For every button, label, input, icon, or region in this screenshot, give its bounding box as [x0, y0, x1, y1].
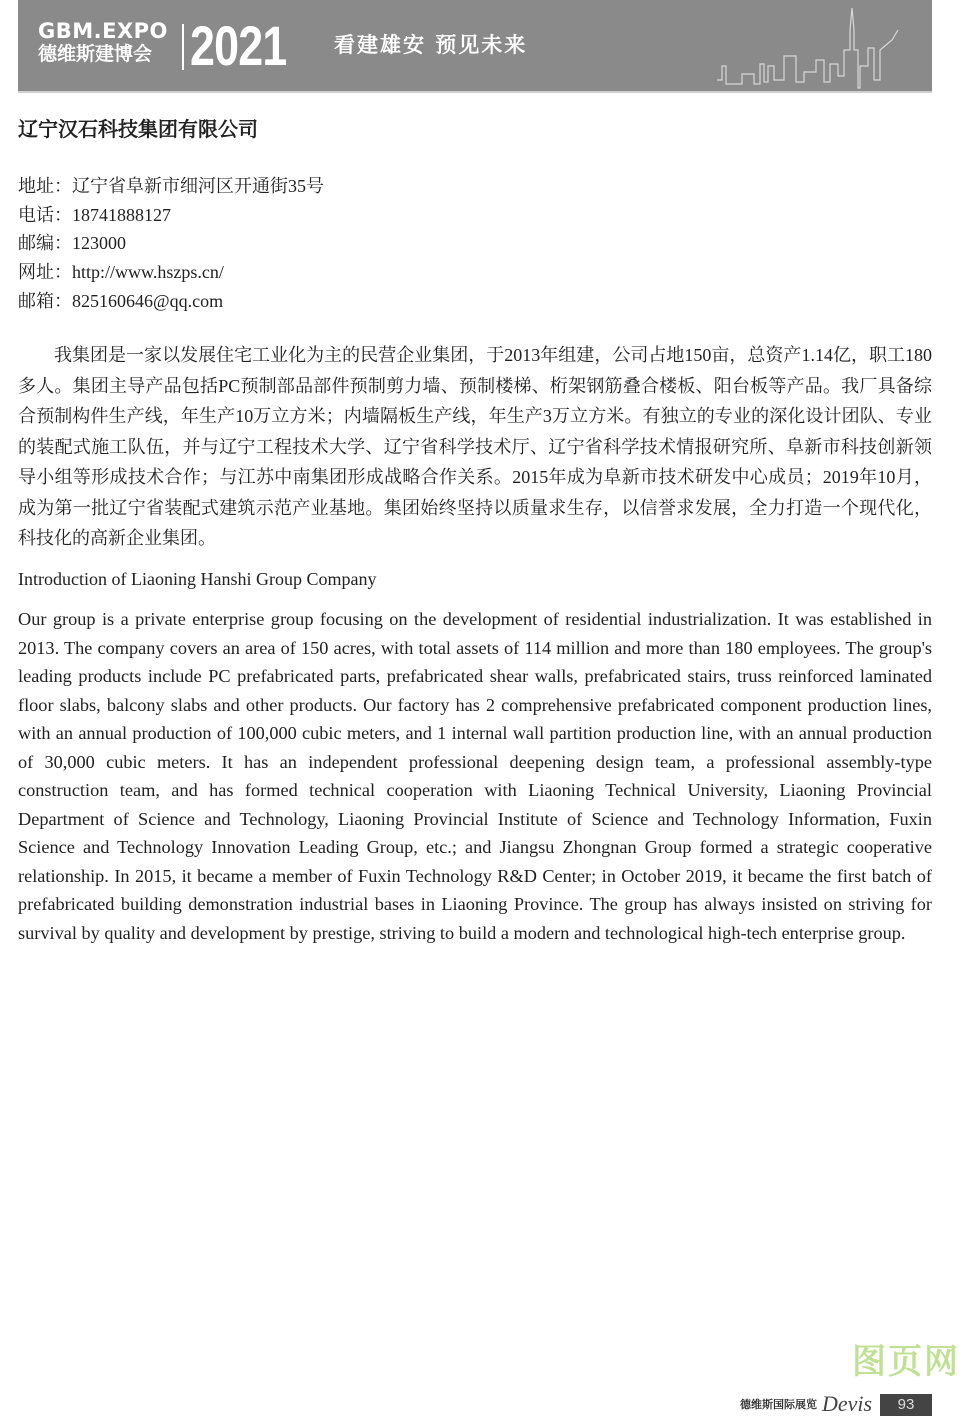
watermark: 图页网	[852, 1342, 960, 1382]
devis-logo: Devis	[822, 1391, 873, 1416]
brand-cn: 德维斯建博会	[38, 43, 153, 65]
phone: 电话：18741888127	[18, 204, 171, 225]
company-name: 辽宁汉石科技集团有限公司	[18, 117, 258, 141]
divider	[182, 24, 184, 70]
email: 邮箱：825160646@qq.com	[18, 290, 224, 311]
contact-info	[18, 172, 324, 316]
page-number: 93	[880, 1394, 932, 1416]
intro-english: Our group is a private enterprise group focusing on the development of residential industrialization. It was established in 2013. The company covers an area of 150 acres, with total assets of 114 million and more than 180 employees. The group's leading products include PC prefabricated parts, prefabricated shear walls, prefabricated stairs, truss reinforced laminated floor slabs, balcony slabs and other products. Our factory has 2 comprehensive prefabricated component production lines, with an annual production of 100,000 cubic meters, and 1 internal wall partition production line, with an annual production of 30,000 cubic meters. It has an independent professional deepening design team, a professional assembly-type construction team, and has formed technical cooperation with Liaoning Technical University, Liaoning Provincial Department of Science and Technology, Liaoning Provincial Institute of Science and Technology Information, Fuxin Science and Technology Innovation Leading Group, etc.; and Jiangsu Zhongnan Group formed a strategic cooperative relationship. In 2015, it became a member of Fuxin Technology R&D Center; in October 2019, it became the first batch of prefabricated building demonstration industrial bases in Liaoning Province. The group has always insisted on striving for survival by quality and development by prestige, striving to build a modern and technological high-tech enterprise group.	[18, 609, 932, 943]
postcode: 邮编：123000	[18, 233, 126, 254]
brand-logo	[38, 20, 168, 66]
expo-year: 2021	[190, 14, 287, 77]
footer-organizer: 德维斯国际展览	[740, 1398, 817, 1411]
website: 网址：http://www.hszps.cn/	[18, 262, 224, 283]
brand-en: GBM.EXPO	[38, 19, 168, 43]
slogan: 看建雄安 预见未来	[334, 33, 528, 57]
intro-english-title: Introduction of Liaoning Hanshi Group Company	[18, 569, 377, 589]
header-banner	[18, 0, 932, 93]
address: 地址：辽宁省阜新市细河区开通街35号	[18, 176, 324, 196]
skyline-icon	[712, 0, 932, 91]
intro-chinese: 我集团是一家以发展住宅工业化为主的民营企业集团，于2013年组建，公司占地150亩，总资产1.14亿，职工180多人。集团主导产品包括PC预制部品部件预制剪力墙、预制楼梯、桁架钢筋叠合楼板、阳台板等产品。我厂具备综合预制构件生产线，年生产10万立方米；内墙隔板生产线，年生产3万立方米。有独立的专业的深化设计团队、专业的装配式施工队伍，并与辽宁工程技术大学、辽宁省科学技术厅、辽宁省科学技术情报研究所、阜新市科技创新领导小组等形成技术合作；与江苏中南集团形成战略合作关系。2015年成为阜新市技术研发中心成员；2019年10月，成为第一批辽宁省装配式建筑示范产业基地。集团始终坚持以质量求生存，以信誉求发展，全力打造一个现代化，科技化的高新企业集团。	[18, 345, 932, 548]
